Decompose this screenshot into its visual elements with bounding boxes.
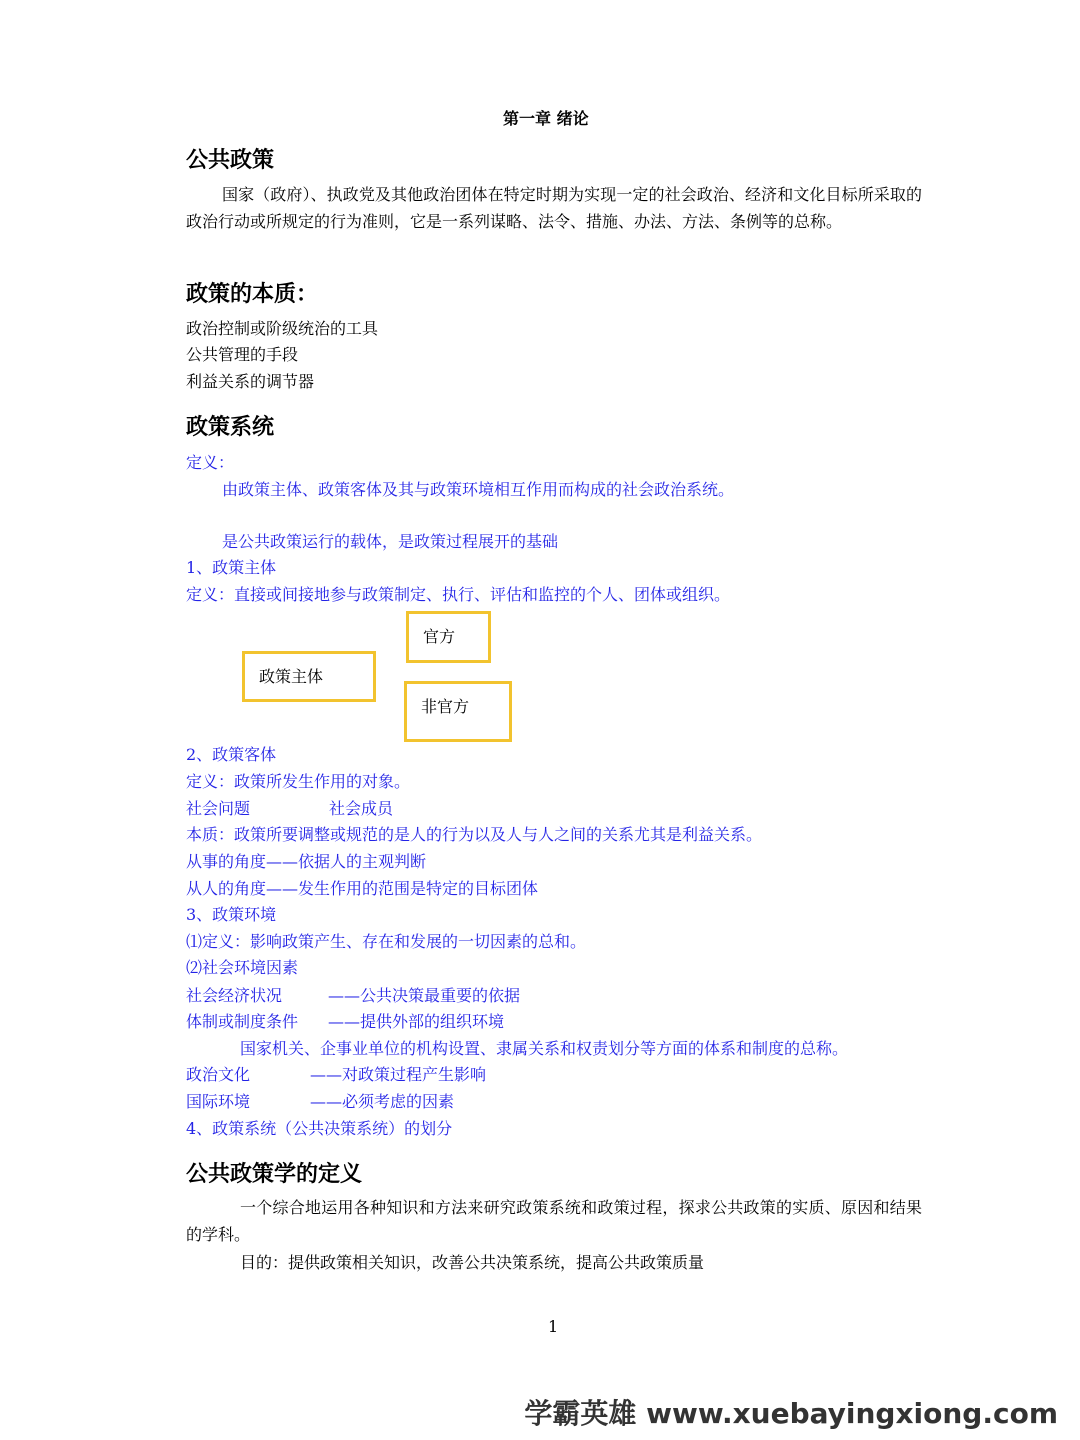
policy-system-def-text: 由政策主体、政策客体及其与政策环境相互作用而构成的社会政治系统。 xyxy=(222,480,735,499)
env-institution-def: 国家机关、企事业单位的机构设置、隶属关系和权责划分等方面的体系和制度的总称。 xyxy=(240,1039,849,1058)
heading-public-policy: 公共政策 xyxy=(186,148,275,173)
env-row-desc: ——对政策过程产生影响 xyxy=(310,1065,487,1084)
policy-system-carrier: 是公共政策运行的载体，是政策过程展开的基础 xyxy=(222,532,559,551)
chapter-title: 第一章 绪论 xyxy=(503,109,589,128)
env-row-desc: ——公共决策最重要的依据 xyxy=(328,986,521,1005)
heading-policy-essence: 政策的本质： xyxy=(186,282,319,307)
heading-policy-science: 公共政策学的定义 xyxy=(186,1162,363,1187)
env-row-label: 社会经济状况 xyxy=(186,986,283,1005)
policy-env-social: ⑵社会环境因素 xyxy=(186,958,299,977)
unofficial-box xyxy=(404,681,512,742)
policy-science-purpose: 目的：提供政策相关知识，改善公共决策系统，提高公共政策质量 xyxy=(240,1253,705,1272)
policy-science-definition: 一个综合地运用各种知识和方法来研究政策系统和政策过程，探求公共政策的实质、原因和结果的学科。 xyxy=(186,1198,922,1244)
page-number: 1 xyxy=(548,1317,559,1336)
env-row-label: 国际环境 xyxy=(186,1092,251,1111)
public-policy-definition: 国家（政府）、执政党及其他政治团体在特定时期为实现一定的社会政治、经济和文化目标所采取的政治行动或所规定的行为准则，它是一系列谋略、法令、措施、办法、方法、条例等的总称。 xyxy=(186,185,922,231)
site-watermark: 学霸英雄 www.xuebayingxiong.com xyxy=(524,1397,1058,1430)
policy-object-social-member: 社会成员 xyxy=(329,799,394,818)
angle-matter: 从事的角度——依据人的主观判断 xyxy=(186,852,427,871)
policy-subject-title: 1、政策主体 xyxy=(186,558,277,577)
env-row-label: 政治文化 xyxy=(186,1065,251,1084)
essence-item: 利益关系的调节器 xyxy=(186,372,315,391)
env-row-desc: ——必须考虑的因素 xyxy=(310,1092,455,1111)
official-label: 官方 xyxy=(423,627,456,646)
policy-object-def: 定义：政策所发生作用的对象。 xyxy=(186,772,411,791)
policy-system-def-label: 定义： xyxy=(186,453,235,472)
policy-object-social-problem: 社会问题 xyxy=(186,799,251,818)
essence-item: 政治控制或阶级统治的工具 xyxy=(186,319,379,338)
policy-env-title: 3、政策环境 xyxy=(186,905,277,924)
policy-subject-label: 政策主体 xyxy=(259,667,324,686)
policy-env-def: ⑴定义：影响政策产生、存在和发展的一切因素的总和。 xyxy=(186,932,587,951)
policy-subject-box xyxy=(242,651,376,702)
env-row-desc: ——提供外部的组织环境 xyxy=(328,1012,505,1031)
official-box xyxy=(406,611,491,663)
essence-item: 公共管理的手段 xyxy=(186,345,299,364)
angle-people: 从人的角度——发生作用的范围是特定的目标团体 xyxy=(186,879,539,898)
policy-object-essence: 本质：政策所要调整或规范的是人的行为以及人与人之间的关系尤其是利益关系。 xyxy=(186,825,763,844)
policy-system-division: 4、政策系统（公共决策系统）的划分 xyxy=(186,1119,453,1138)
policy-object-title: 2、政策客体 xyxy=(186,745,277,764)
policy-subject-def: 定义：直接或间接地参与政策制定、执行、评估和监控的个人、团体或组织。 xyxy=(186,585,731,604)
env-row-label: 体制或制度条件 xyxy=(186,1012,299,1031)
unofficial-label: 非官方 xyxy=(421,697,470,716)
heading-policy-system: 政策系统 xyxy=(186,415,275,440)
